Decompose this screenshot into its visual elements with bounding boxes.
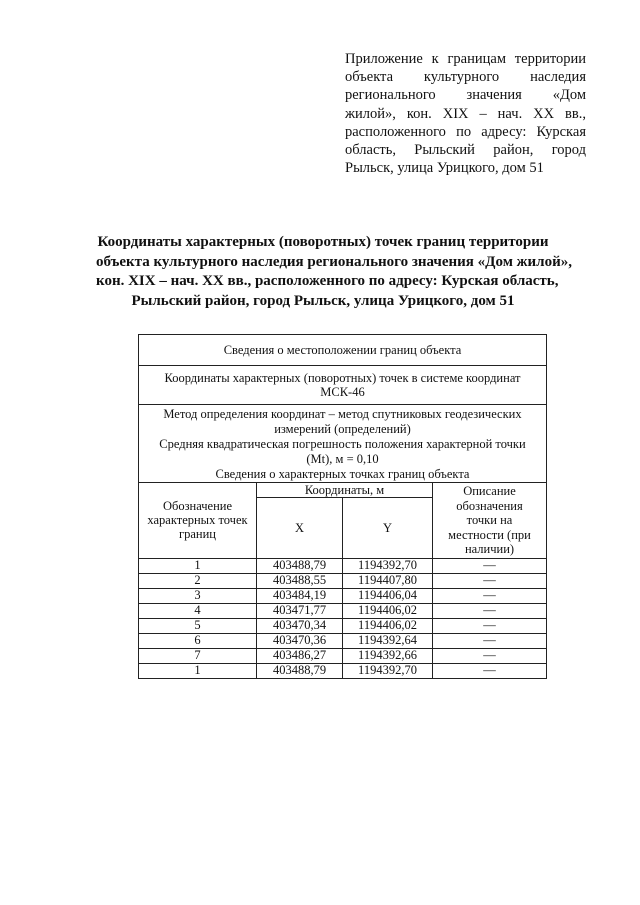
point-number: 4 [139,603,257,618]
description-value: — [433,603,547,618]
description-value: — [433,648,547,663]
y-value: 1194406,02 [343,618,433,633]
point-number: 5 [139,618,257,633]
document-title-line: кон. XIX – нач. XX вв., расположенного по адресу: Курская область, [96,273,559,289]
header-x: X [257,498,343,558]
coordinate-system-heading: Координаты характерных (поворотных) точек в системе координат МСК-46 [139,366,547,405]
document-title-line: Рыльский район, город Рыльск, улица Урицкого, дом 51 [131,292,515,309]
y-value: 1194406,02 [343,603,433,618]
table-row [139,648,547,663]
y-value: 1194406,04 [343,588,433,603]
point-number: 6 [139,633,257,648]
y-value: 1194392,66 [343,648,433,663]
table-row [139,618,547,633]
table-row [139,588,547,603]
header-designation: Обозначение характерных точек границ [139,483,257,559]
x-value: 403470,36 [257,633,343,648]
description-value: — [433,573,547,588]
point-number: 1 [139,558,257,573]
appendix-note-line: регионального значения «Дом [345,87,586,104]
document-title-line: объекта культурного наследия регионального значения «Дом жилой», [96,253,572,270]
method-info-cell [139,405,547,483]
point-number: 2 [139,573,257,588]
x-value: 403471,77 [257,603,343,618]
appendix-note-line: объекта культурного наследия [345,69,586,86]
header-y: Y [343,498,433,558]
table-row [139,633,547,648]
description-value: — [433,558,547,573]
y-value: 1194407,80 [343,573,433,588]
description-value: — [433,618,547,633]
x-value: 403484,19 [257,588,343,603]
document-title-line: Координаты характерных (поворотных) точек границ территории [97,234,549,250]
description-value: — [433,663,547,678]
y-value: 1194392,70 [343,558,433,573]
description-value: — [433,588,547,603]
point-number: 3 [139,588,257,603]
appendix-note-line: расположенного по адресу: Курская [345,123,586,140]
table-row [139,558,547,573]
table-row [139,573,547,588]
description-value: — [433,633,547,648]
table-row [139,663,547,678]
x-value: 403470,34 [257,618,343,633]
x-value: 403488,79 [257,558,343,573]
x-value: 403488,55 [257,573,343,588]
section-location-heading: Сведения о местоположении границ объекта [139,335,547,366]
point-number: 7 [139,648,257,663]
points-info-line: Сведения о характерных точках границ объекта [215,467,470,481]
appendix-note-line: жилой», кон. XIX – нач. XX вв., [345,105,586,122]
x-value: 403488,79 [257,663,343,678]
appendix-note-line: Приложение к границам территории [345,51,586,67]
accuracy-line: Средняя квадратическая погрешность положения характерной точки (Mt), м = 0,10 [159,437,526,466]
appendix-note-line: Рыльск, улица Урицкого, дом 51 [345,160,544,177]
method-line: Метод определения координат – метод спутниковых геодезических измерений (определений) [163,407,522,436]
point-number: 1 [139,663,257,678]
appendix-note [345,50,586,177]
header-description: Описание обозначения точки на местности (при наличии) [433,483,547,559]
y-value: 1194392,64 [343,633,433,648]
x-value: 403486,27 [257,648,343,663]
coordinates-table [138,334,547,679]
header-coordinates: Координаты, м [257,483,433,498]
document-title [96,233,572,311]
table-row [139,603,547,618]
y-value: 1194392,70 [343,663,433,678]
appendix-note-line: область, Рыльский район, город [345,142,586,159]
